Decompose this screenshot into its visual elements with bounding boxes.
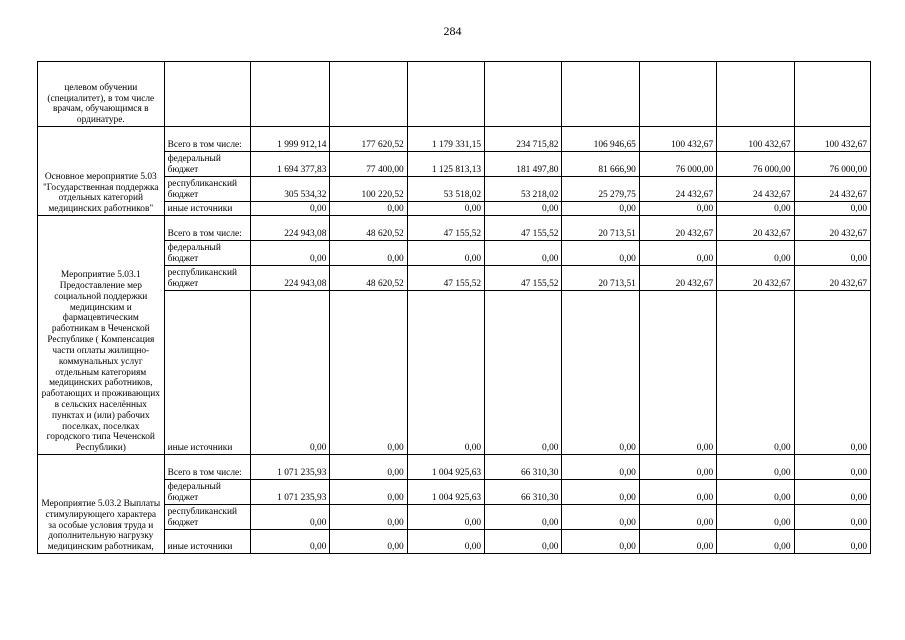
amount-cell: 0,00 bbox=[794, 202, 870, 216]
amount-cell: 0,00 bbox=[330, 202, 407, 216]
amount-cell: 20 432,67 bbox=[794, 216, 870, 241]
table-row bbox=[38, 62, 871, 127]
funding-source: Всего в том числе: bbox=[164, 455, 250, 480]
amount-cell: 1 179 331,15 bbox=[407, 127, 484, 152]
amount-cell: 0,00 bbox=[639, 202, 716, 216]
amount-cell: 0,00 bbox=[562, 480, 639, 505]
amount-cell: 0,00 bbox=[717, 291, 794, 455]
amount-cell bbox=[330, 62, 407, 127]
amount-cell: 48 620,52 bbox=[330, 266, 407, 291]
activity-description: Основное мероприятие 5.03 "Государственная поддержка отдельных категорий медицинских работников" bbox=[38, 127, 165, 216]
amount-cell: 0,00 bbox=[794, 480, 870, 505]
funding-source: республиканский бюджет bbox=[164, 505, 250, 530]
funding-source: иные источники bbox=[164, 291, 250, 455]
funding-source: республиканский бюджет bbox=[164, 177, 250, 202]
amount-cell: 0,00 bbox=[717, 241, 794, 266]
activity-description: Мероприятие 5.03.2 Выплаты стимулирующего характера за особые условия труда и дополнительную нагрузку медицинским работникам, bbox=[38, 455, 165, 554]
amount-cell: 100 432,67 bbox=[794, 127, 870, 152]
funding-source bbox=[164, 62, 250, 127]
amount-cell: 0,00 bbox=[562, 241, 639, 266]
table-row bbox=[38, 216, 871, 241]
total-amount-cell: 0,00 bbox=[251, 241, 330, 266]
total-amount-cell: 1 694 377,83 bbox=[251, 152, 330, 177]
amount-cell: 0,00 bbox=[407, 202, 484, 216]
amount-cell: 0,00 bbox=[794, 241, 870, 266]
amount-cell: 0,00 bbox=[485, 530, 562, 554]
amount-cell: 1 004 925,63 bbox=[407, 480, 484, 505]
total-amount-cell: 305 534,32 bbox=[251, 177, 330, 202]
total-amount-cell: 0,00 bbox=[251, 291, 330, 455]
amount-cell: 76 000,00 bbox=[717, 152, 794, 177]
amount-cell: 76 000,00 bbox=[639, 152, 716, 177]
amount-cell: 0,00 bbox=[485, 505, 562, 530]
amount-cell: 0,00 bbox=[330, 291, 407, 455]
amount-cell: 0,00 bbox=[717, 480, 794, 505]
total-amount-cell: 1 999 912,14 bbox=[251, 127, 330, 152]
amount-cell bbox=[794, 62, 870, 127]
amount-cell: 100 432,67 bbox=[717, 127, 794, 152]
activity-description: целевом обучении (специалитет), в том числе врачам, обучающимся в ординатуре. bbox=[38, 62, 165, 127]
amount-cell: 100 220,52 bbox=[330, 177, 407, 202]
funding-source: республиканский бюджет bbox=[164, 266, 250, 291]
amount-cell: 0,00 bbox=[562, 455, 639, 480]
amount-cell: 20 432,67 bbox=[717, 216, 794, 241]
amount-cell: 24 432,67 bbox=[794, 177, 870, 202]
amount-cell bbox=[407, 62, 484, 127]
amount-cell: 0,00 bbox=[794, 455, 870, 480]
amount-cell: 0,00 bbox=[485, 241, 562, 266]
page-number: 284 bbox=[443, 24, 462, 38]
amount-cell: 76 000,00 bbox=[794, 152, 870, 177]
amount-cell: 0,00 bbox=[330, 530, 407, 554]
amount-cell: 1 004 925,63 bbox=[407, 455, 484, 480]
amount-cell: 24 432,67 bbox=[639, 177, 716, 202]
funding-source: иные источники bbox=[164, 530, 250, 554]
table-row bbox=[38, 127, 871, 152]
total-amount-cell: 0,00 bbox=[251, 530, 330, 554]
table-row bbox=[38, 455, 871, 480]
amount-cell: 25 279,75 bbox=[562, 177, 639, 202]
amount-cell: 0,00 bbox=[485, 291, 562, 455]
amount-cell: 0,00 bbox=[562, 530, 639, 554]
total-amount-cell: 224 943,08 bbox=[251, 216, 330, 241]
amount-cell: 53 218,02 bbox=[485, 177, 562, 202]
total-amount-cell: 224 943,08 bbox=[251, 266, 330, 291]
amount-cell: 0,00 bbox=[407, 291, 484, 455]
amount-cell: 47 155,52 bbox=[407, 266, 484, 291]
amount-cell: 234 715,82 bbox=[485, 127, 562, 152]
amount-cell: 100 432,67 bbox=[639, 127, 716, 152]
amount-cell: 0,00 bbox=[639, 505, 716, 530]
amount-cell bbox=[639, 62, 716, 127]
amount-cell bbox=[717, 62, 794, 127]
total-amount-cell: 0,00 bbox=[251, 505, 330, 530]
funding-source: федеральный бюджет bbox=[164, 241, 250, 266]
amount-cell: 0,00 bbox=[639, 530, 716, 554]
funding-source: федеральный бюджет bbox=[164, 480, 250, 505]
amount-cell: 0,00 bbox=[407, 505, 484, 530]
amount-cell: 47 155,52 bbox=[407, 216, 484, 241]
amount-cell: 181 497,80 bbox=[485, 152, 562, 177]
total-amount-cell: 0,00 bbox=[251, 202, 330, 216]
amount-cell: 0,00 bbox=[407, 530, 484, 554]
amount-cell: 20 432,67 bbox=[639, 216, 716, 241]
amount-cell: 0,00 bbox=[794, 505, 870, 530]
amount-cell: 0,00 bbox=[330, 455, 407, 480]
amount-cell: 0,00 bbox=[639, 480, 716, 505]
amount-cell: 0,00 bbox=[330, 505, 407, 530]
amount-cell: 77 400,00 bbox=[330, 152, 407, 177]
funding-source: федеральный бюджет bbox=[164, 152, 250, 177]
total-amount-cell bbox=[251, 62, 330, 127]
amount-cell: 24 432,67 bbox=[717, 177, 794, 202]
amount-cell: 1 125 813,13 bbox=[407, 152, 484, 177]
amount-cell: 66 310,30 bbox=[485, 480, 562, 505]
amount-cell: 20 713,51 bbox=[562, 266, 639, 291]
amount-cell: 0,00 bbox=[794, 291, 870, 455]
amount-cell: 0,00 bbox=[717, 505, 794, 530]
amount-cell: 66 310,30 bbox=[485, 455, 562, 480]
amount-cell: 0,00 bbox=[330, 480, 407, 505]
amount-cell: 81 666,90 bbox=[562, 152, 639, 177]
amount-cell: 0,00 bbox=[562, 202, 639, 216]
total-amount-cell: 1 071 235,93 bbox=[251, 455, 330, 480]
total-amount-cell: 1 071 235,93 bbox=[251, 480, 330, 505]
amount-cell: 177 620,52 bbox=[330, 127, 407, 152]
amount-cell: 0,00 bbox=[639, 455, 716, 480]
activity-description: Мероприятие 5.03.1 Предоставление мер социальной поддержки медицинским и фармацевтическим работникам в Чеченской Республике ( Компенсация части оплаты жилищно-коммунальных услуг отдельным категориям медицинских работников, работающих и проживающих в сельских населённых пунктах и (или) рабочих поселках, поселках городского типа Чеченской Республики) bbox=[38, 216, 165, 455]
funding-source: Всего в том числе: bbox=[164, 127, 250, 152]
amount-cell: 0,00 bbox=[794, 530, 870, 554]
amount-cell: 47 155,52 bbox=[485, 216, 562, 241]
amount-cell bbox=[485, 62, 562, 127]
amount-cell: 20 713,51 bbox=[562, 216, 639, 241]
amount-cell: 47 155,52 bbox=[485, 266, 562, 291]
amount-cell: 0,00 bbox=[562, 291, 639, 455]
amount-cell: 0,00 bbox=[639, 291, 716, 455]
amount-cell: 20 432,67 bbox=[717, 266, 794, 291]
amount-cell: 20 432,67 bbox=[639, 266, 716, 291]
amount-cell: 48 620,52 bbox=[330, 216, 407, 241]
amount-cell: 0,00 bbox=[639, 241, 716, 266]
amount-cell: 0,00 bbox=[407, 241, 484, 266]
amount-cell: 0,00 bbox=[717, 530, 794, 554]
amount-cell: 0,00 bbox=[717, 455, 794, 480]
amount-cell: 0,00 bbox=[330, 241, 407, 266]
funding-source: иные источники bbox=[164, 202, 250, 216]
amount-cell: 0,00 bbox=[717, 202, 794, 216]
budget-table bbox=[37, 61, 871, 554]
amount-cell: 53 518,02 bbox=[407, 177, 484, 202]
amount-cell: 0,00 bbox=[562, 505, 639, 530]
amount-cell bbox=[562, 62, 639, 127]
amount-cell: 20 432,67 bbox=[794, 266, 870, 291]
amount-cell: 0,00 bbox=[485, 202, 562, 216]
funding-source: Всего в том числе: bbox=[164, 216, 250, 241]
amount-cell: 106 946,65 bbox=[562, 127, 639, 152]
table-body bbox=[38, 62, 871, 554]
